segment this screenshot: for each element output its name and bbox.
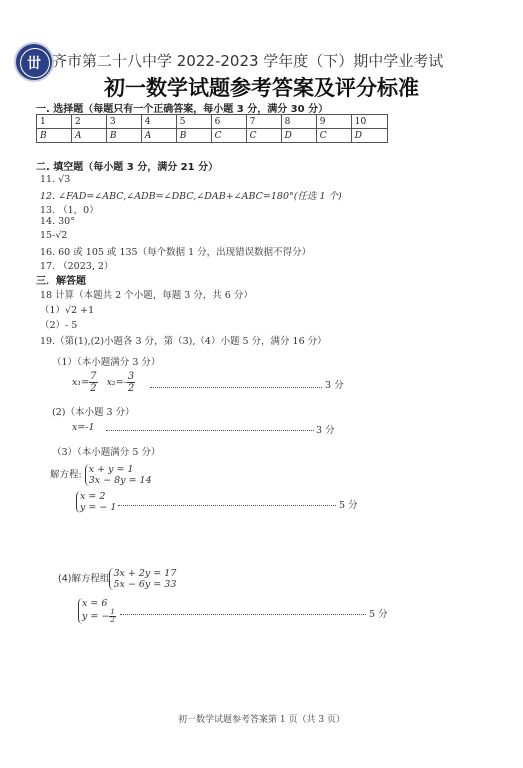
fill-item-11: 11. √3	[40, 174, 71, 185]
question-number-cell: 6	[211, 115, 246, 129]
answer-letter-cell: A	[71, 129, 106, 143]
fill-item-17: 17. （2023, 2）	[40, 261, 114, 272]
leader-dots	[150, 381, 322, 388]
question-number-cell: 7	[246, 115, 281, 129]
fraction-one-half: $\frac{1}{2}$	[110, 608, 115, 624]
page-footer: 初一数学试题参考答案第 1 页（共 3 页）	[178, 715, 345, 725]
fill-item-13: 13. （1，0）	[40, 205, 99, 216]
equation-system: 3x + 2y = 17 5x − 6y = 33	[109, 568, 176, 590]
fraction-three-halves: $\frac{3}{2}$	[127, 371, 135, 394]
q19-part2-heading: (2)（本小题 3 分）	[52, 407, 135, 418]
fill-item-15: 15-√2	[40, 230, 68, 241]
fill-item-12: 12. ∠FAD=∠ABC,∠ADB=∠DBC,∠DAB+∠ABC=180°(任选 1 个)	[40, 191, 342, 202]
question-number-cell: 9	[316, 115, 351, 129]
fraction-seven-halves: $\frac{7}{2}$	[90, 371, 97, 394]
q19-part3-problem: 解方程: x + y = 1 3x − 8y = 14	[50, 464, 152, 486]
answer-number-row	[37, 115, 388, 129]
section1-heading: 一. 选择题（每题只有一个正确答案，每小题 3 分，满分 30 分）	[36, 104, 329, 115]
answer-letter-cell: C	[316, 129, 351, 143]
question-number-cell: 3	[106, 115, 141, 129]
question-number-cell: 1	[37, 115, 72, 129]
page-title: 初一数学试题参考答案及评分标准	[104, 76, 419, 100]
answer-letter-row	[37, 129, 388, 143]
question-number-cell: 5	[176, 115, 211, 129]
q19-part1-answer: x₁= $\frac{7}{2}$ x₂=- $\frac{3}{2}$	[72, 371, 135, 394]
q19-part4-score: 5 分	[369, 609, 388, 620]
q19-part3-solution	[76, 491, 116, 513]
answer-letter-cell: B	[176, 129, 211, 143]
answer-letter-cell: B	[106, 129, 141, 143]
leader-dots	[106, 424, 314, 431]
q19-part1-score: 3 分	[325, 380, 344, 391]
answer-letter-cell: A	[141, 129, 176, 143]
q19-part4-solution	[78, 598, 116, 624]
answer-table	[36, 114, 388, 143]
section3-heading: 三．解答题	[36, 276, 86, 287]
fill-item-14: 14. 30°	[40, 216, 75, 227]
logo-glyph: 丗	[27, 56, 41, 72]
q19-part3-heading: （3）（本小题满分 5 分）	[52, 447, 161, 458]
leader-dots	[120, 608, 366, 615]
q19-part3-score: 5 分	[339, 500, 358, 511]
q18-heading: 18 计算（本题共 2 个小题，每题 3 分，共 6 分）	[40, 290, 253, 301]
q19-part1-heading: （1）（本小题满分 3 分）	[52, 357, 161, 368]
solution-system: x = 2 y = − 1	[76, 491, 116, 513]
fill-item-16: 16. 60 或 105 或 135（每个数据 1 分，出现错误数据不得分）	[40, 247, 312, 258]
q19-part2-answer: x=-1	[72, 422, 95, 433]
q18-answer-1: （1）√2 +1	[40, 305, 95, 316]
q19-part4-problem: (4)解方程组 3x + 2y = 17 5x − 6y = 33	[58, 568, 177, 590]
leader-dots	[118, 499, 336, 506]
answer-letter-cell: D	[351, 129, 387, 143]
question-number-cell: 2	[71, 115, 106, 129]
section2-heading: 二. 填空题（每小题 3 分，满分 21 分）	[36, 162, 219, 173]
q18-answer-2: （2）- 5	[40, 320, 78, 331]
question-number-cell: 8	[281, 115, 316, 129]
q19-heading: 19.（第(1),(2)小题各 3 分，第（3),（4）小题 5 分，满分 16 分）	[40, 336, 327, 347]
school-exam-line: 齐市第二十八中学 2022-2023 学年度（下）期中学业考试	[52, 52, 444, 70]
answer-letter-cell: C	[211, 129, 246, 143]
answer-letter-cell: B	[37, 129, 72, 143]
equation-system: x + y = 1 3x − 8y = 14	[85, 464, 152, 486]
solution-system: x = 6 y = − $\frac{1}{2}$	[78, 598, 116, 624]
question-number-cell: 10	[351, 115, 387, 129]
answer-letter-cell: D	[281, 129, 316, 143]
q19-part2-score: 3 分	[316, 425, 335, 436]
answer-letter-cell: C	[246, 129, 281, 143]
question-number-cell: 4	[141, 115, 176, 129]
